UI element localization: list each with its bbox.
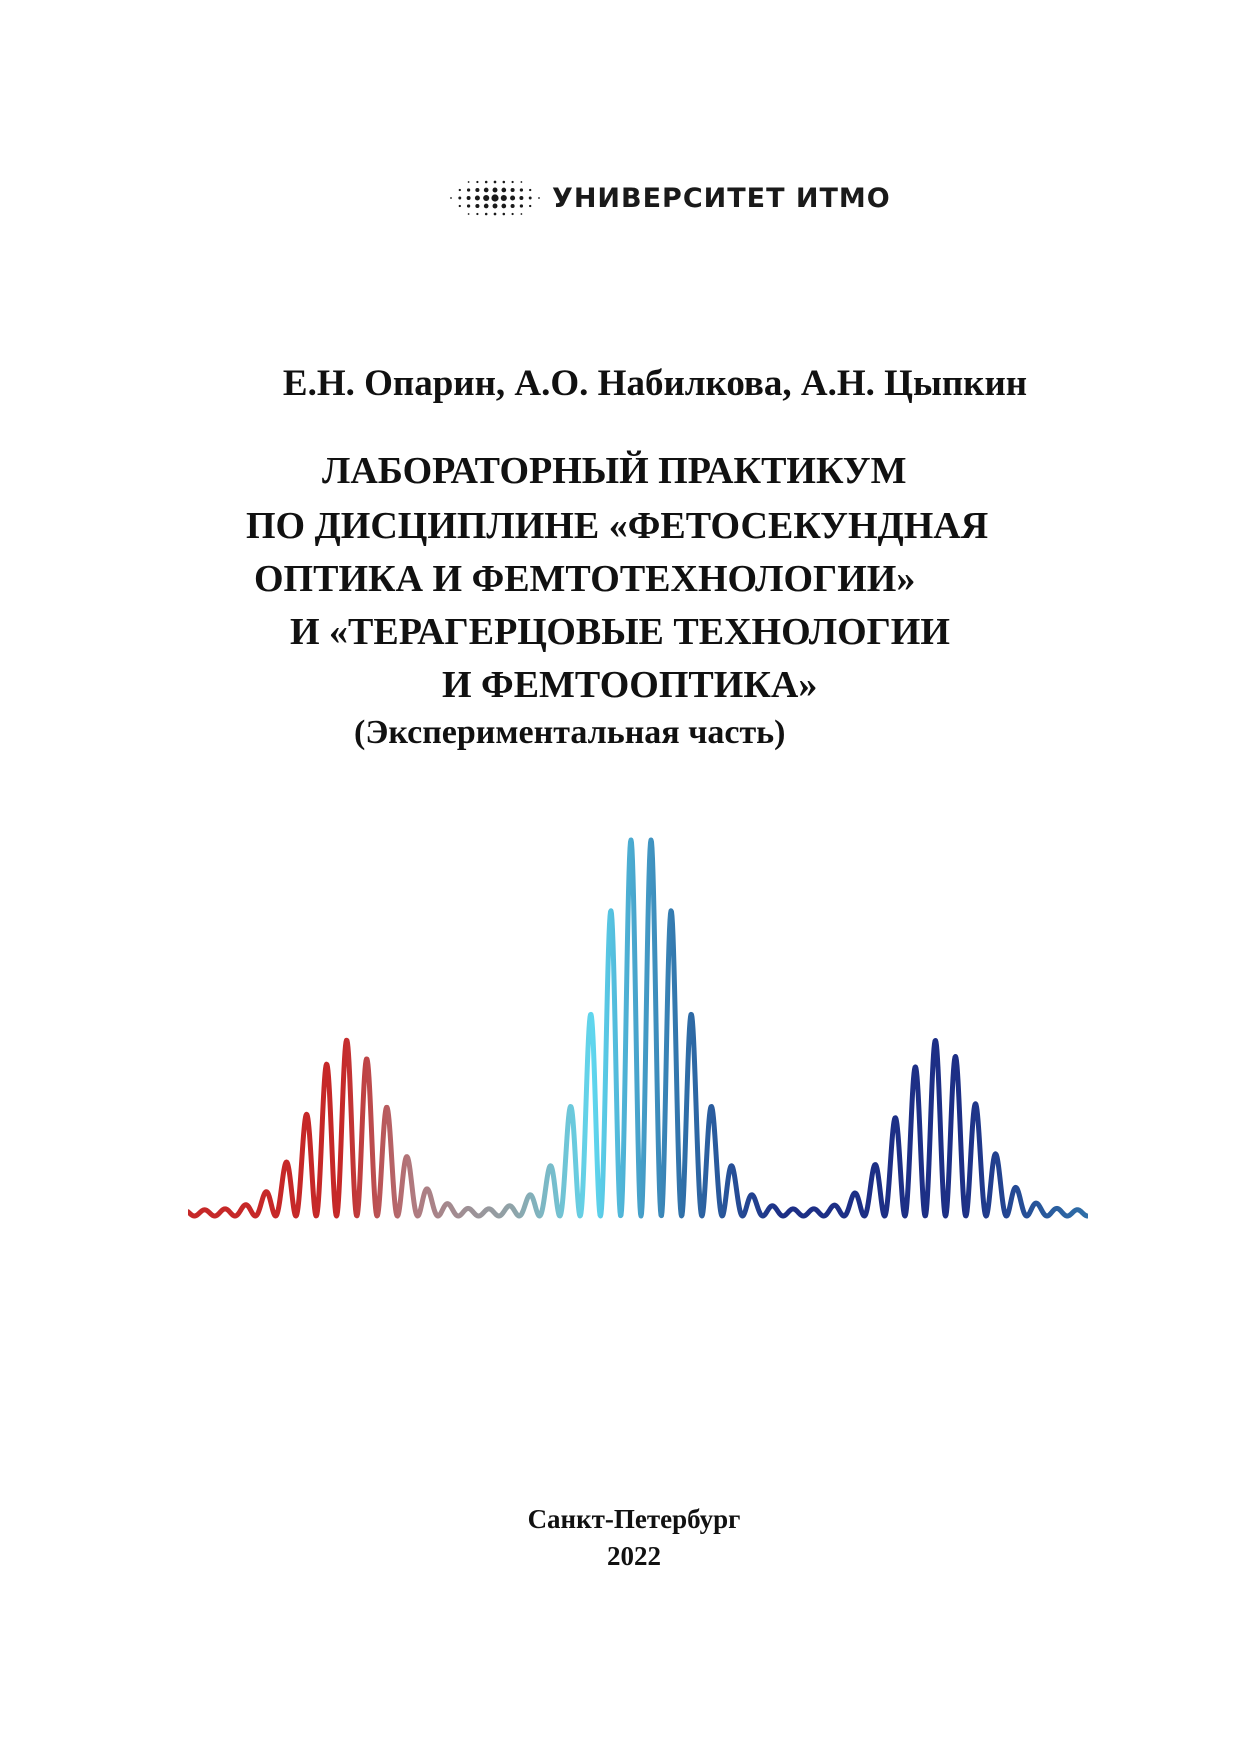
title-line-1: ЛАБОРАТОРНЫЙ ПРАКТИКУМ [322, 450, 907, 492]
itmo-dots-icon [446, 176, 544, 220]
subtitle: (Экспериментальная часть) [354, 714, 786, 751]
wave-curve [188, 840, 1088, 1216]
title-line-3: ОПТИКА И ФЕМТОТЕХНОЛОГИИ» [254, 558, 916, 600]
authors: Е.Н. Опарин, А.О. Набилкова, А.Н. Цыпкин [282, 363, 1028, 404]
publisher-name: УНИВЕРСИТЕТ ИТМО [552, 182, 891, 214]
title-line-5: И ФЕМТООПТИКА» [442, 664, 818, 706]
title-line-2: ПО ДИСЦИПЛИНЕ «ФЕТОСЕКУНДНАЯ [246, 505, 989, 547]
title-line-4: И «ТЕРАГЕРЦОВЫЕ ТЕХНОЛОГИИ [290, 611, 950, 653]
imprint-year: 2022 [607, 1541, 661, 1571]
imprint-city: Санкт-Петербург [527, 1504, 741, 1534]
publisher-logo [446, 176, 891, 220]
wave-packet-illustration [188, 810, 1088, 1280]
